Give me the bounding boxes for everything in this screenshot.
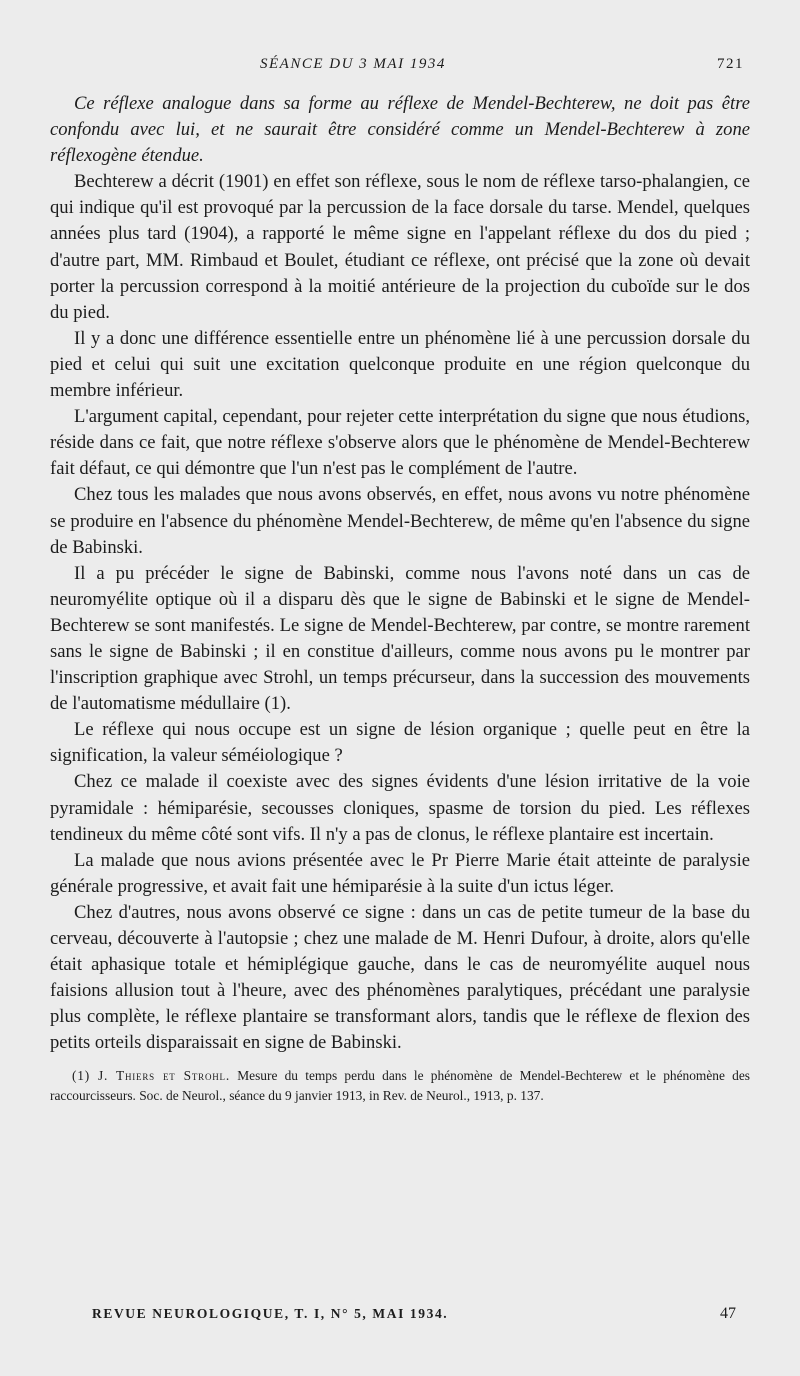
footnote-text: Mesure du temps perdu dans le phénomène de Mendel-Bechterew et le phénomène des raccourcisseurs. Soc. de Neurol., séance du 9 janvier 1913, in Rev. de Neurol., 1913, p. 137.: [50, 1068, 751, 1104]
footnote: [50, 1066, 750, 1106]
paragraph: La malade que nous avions présentée avec le Pr Pierre Marie était atteinte de paralysie générale progressive, et avait fait une hémiparésie à la suite d'un ictus léger.: [50, 849, 750, 897]
paragraph: L'argument capital, cependant, pour rejeter cette interprétation du signe que nous étudions, réside dans ce fait, que notre réflexe s'observe alors que le phénomène de Mendel-Bechterew fait défaut, ce qui démontre que l'un n'est pas le complément de l'autre.: [50, 406, 750, 480]
paragraph: Chez d'autres, nous avons observé ce signe : dans un cas de petite tumeur de la base du cerveau, découverte à l'autopsie ; chez une malade de M. Henri Dufour, à droite, alors qu'elle était aphasique totale et hémiplégique gauche, dans le cas de neuromyélite auquel nous faisions allusion tout à l'heure, avec des phénomènes paralytiques, précédant une paralysie plus complète, le réflexe plantaire se transformant alors, tandis que le réflexe de flexion des petits orteils disparaissait en signe de Babinski.: [50, 901, 750, 1054]
page-number: 721: [717, 56, 744, 72]
journal-citation: REVUE NEUROLOGIQUE, T. I, N° 5, MAI 1934.: [92, 1306, 449, 1321]
paragraph: Ce réflexe analogue dans sa forme au réflexe de Mendel-Bechterew, ne doit pas être confondu avec lui, et ne saurait être considéré comme un Mendel-Bechterew à zone réflexogène étendue.: [50, 93, 750, 167]
paragraph: Il y a donc une différence essentielle entre un phénomène lié à une percussion dorsale du pied et celui qui suit une excitation quelconque produite en une région quelconque du membre inférieur.: [50, 327, 750, 402]
paragraph: Le réflexe qui nous occupe est un signe de lésion organique ; quelle peut en être la signification, la valeur séméiologique ?: [50, 719, 750, 767]
paragraph: Bechterew a décrit (1901) en effet son réflexe, sous le nom de réflexe tarso-phalangien, ce qui indique qu'il est provoqué par la percussion de la face dorsale du tarse. Mendel, quelques années plus tard (1904), a rapporté le même signe en l'appelant réflexe du dos du pied ; d'autre part, MM. Rimbaud et Boulet, étudiant ce réflexe, ont précisé que la zone où devait porter la percussion correspond à la moitié antérieure de la projection du cuboïde sur le dos du pied.: [50, 171, 750, 323]
article-body: [50, 91, 750, 1056]
paragraph: Chez tous les malades que nous avons observés, en effet, nous avons vu notre phénomène se produire en l'absence du phénomène Mendel-Bechterew, de même qu'en l'absence du signe de Babinski.: [50, 484, 750, 558]
footnote-authors: (1) J. Thiers et Strohl.: [72, 1068, 230, 1084]
journal-footer: [92, 1305, 736, 1323]
running-title: SÉANCE DU 3 MAI 1934: [260, 56, 446, 72]
paragraph: Chez ce malade il coexiste avec des signes évidents d'une lésion irritative de la voie pyramidale : hémiparésie, secousses cloniques, spasme de torsion du pied. Les réflexes tendineux du même côté sont vifs. Il n'y a pas de clonus, le réflexe plantaire est incertain.: [50, 771, 750, 845]
paragraph: Il a pu précéder le signe de Babinski, comme nous l'avons noté dans un cas de neuromyélite optique où il a disparu dès que le signe de Babinski et le signe de Mendel-Bechterew se sont manifestés. Le signe de Mendel-Bechterew, par contre, se montre rarement sans le signe de Babinski ; il en constitue d'ailleurs, comme nous avons pu le montrer par l'inscription graphique avec Strohl, un temps précurseur, dans la succession des mouvements de l'automatisme médullaire (1).: [50, 562, 750, 715]
sheet-number: 47: [720, 1305, 736, 1322]
running-header: [260, 56, 744, 73]
